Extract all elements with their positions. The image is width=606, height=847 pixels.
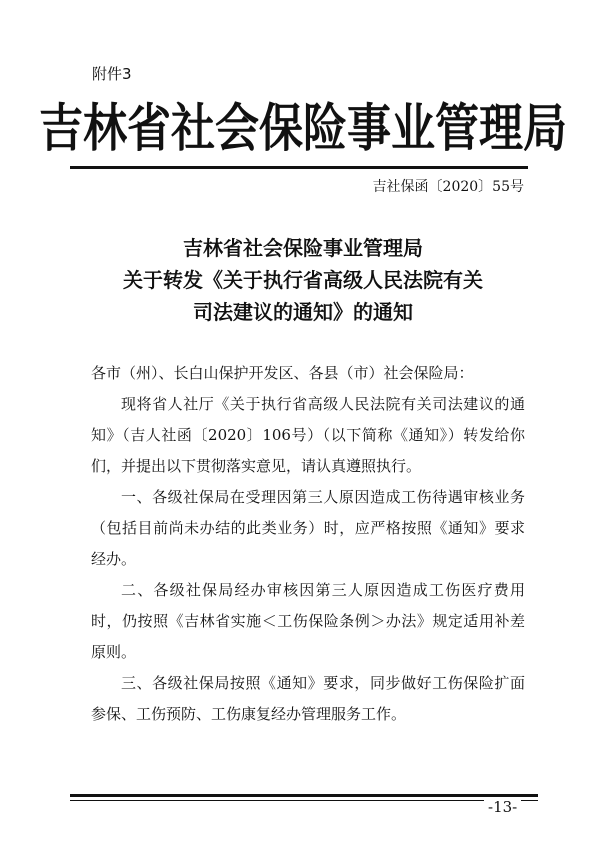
title-line: 关于转发《关于执行省高级人民法院有关 [123,268,483,292]
attachment-label: 附件3 [92,65,132,83]
title-line: 司法建议的通知》的通知 [193,300,413,324]
title-line: 吉林省社会保险事业管理局 [183,236,423,260]
salutation: 各市（州）、长白山保护开发区、各县（市）社会保险局： [91,364,474,382]
masthead-title: 吉林省社会保险事业管理局 [39,98,567,159]
body-text [91,358,525,730]
paragraph: 二、各级社保局经办审核因第三人原因造成工伤医疗费用时，仍按照《吉林省实施＜工伤保险条例＞办法》规定适用补差原则。 [91,581,525,661]
document-number: 吉社保函〔2020〕55号 [372,179,524,195]
page-number: -13- [484,798,521,816]
notice-title [0,232,606,328]
footer-rule [70,794,538,797]
footer-rule-thin [70,800,538,801]
paragraph: 三、各级社保局按照《通知》要求，同步做好工伤保险扩面参保、工伤预防、工伤康复经办管理服务工作。 [91,674,525,723]
masthead-rule [70,166,528,169]
paragraph: 一、各级社保局在受理因第三人原因造成工伤待遇审核业务（包括目前尚未办结的此类业务）时，应严格按照《通知》要求经办。 [91,488,525,568]
paragraph: 现将省人社厅《关于执行省高级人民法院有关司法建议的通知》（吉人社函〔2020〕106号）（以下简称《通知》）转发给你们，并提出以下贯彻落实意见，请认真遵照执行。 [91,395,525,475]
